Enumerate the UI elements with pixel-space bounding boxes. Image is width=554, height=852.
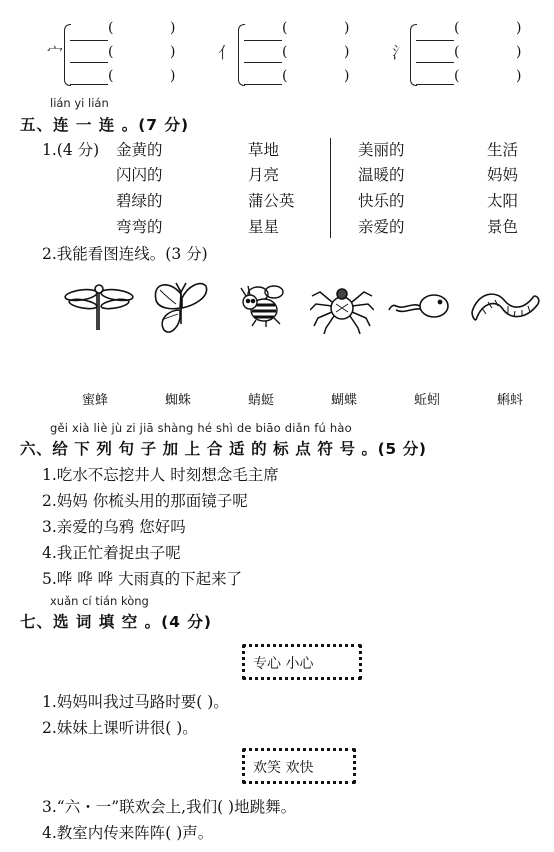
section7-pinyin: xuǎn cí tián kòng bbox=[50, 594, 149, 608]
section6-pinyin: gěi xià liè jù zi jiā shàng hé shì de biāo diǎn fú hào bbox=[50, 421, 352, 435]
blank-line[interactable] bbox=[416, 40, 454, 41]
match-word[interactable]: 快乐的 bbox=[358, 192, 405, 210]
earthworm-icon[interactable] bbox=[468, 286, 540, 328]
sentence[interactable]: 4.我正忙着捉虫子呢 bbox=[42, 544, 181, 562]
sentence[interactable]: 2.妈妈 你梳头用的那面镜子呢 bbox=[42, 492, 248, 510]
blank-line[interactable] bbox=[416, 84, 454, 85]
tadpole-icon[interactable] bbox=[388, 284, 454, 328]
match-word[interactable]: 温暖的 bbox=[358, 166, 405, 184]
paren-open: ( bbox=[454, 68, 460, 84]
match-word[interactable]: 碧绿的 bbox=[116, 192, 163, 210]
paren-open: ( bbox=[282, 68, 288, 84]
paren-open: ( bbox=[454, 44, 460, 60]
fill-question[interactable]: 1.妈妈叫我过马路时要( )。 bbox=[42, 693, 229, 711]
paren-close: ) bbox=[344, 20, 350, 36]
radical-char: 氵 bbox=[392, 43, 409, 62]
blank-line[interactable] bbox=[244, 62, 282, 63]
fill-question[interactable]: 4.教室内传来阵阵( )声。 bbox=[42, 824, 214, 842]
word-box-text: 专心 小心 bbox=[253, 656, 314, 672]
blank-line[interactable] bbox=[70, 62, 108, 63]
match-word[interactable]: 妈妈 bbox=[487, 166, 519, 184]
dragonfly-icon[interactable] bbox=[64, 280, 134, 332]
paren-close: ) bbox=[170, 44, 176, 60]
brace bbox=[238, 24, 245, 86]
fill-question[interactable]: 3.“六・一”联欢会上,我们( )地跳舞。 bbox=[42, 798, 297, 816]
blank-line[interactable] bbox=[244, 40, 282, 41]
animal-name[interactable]: 蜜蜂 bbox=[82, 393, 109, 408]
q2-label: 2.我能看图连线。(3 分) bbox=[42, 245, 208, 263]
match-word[interactable]: 金黄的 bbox=[116, 141, 163, 159]
animal-name[interactable]: 蚯蚓 bbox=[414, 393, 441, 408]
blank-line[interactable] bbox=[244, 84, 282, 85]
radical-char: 亻 bbox=[218, 43, 235, 62]
q1-label: 1.(4 分) bbox=[42, 141, 100, 159]
paren-open: ( bbox=[108, 20, 114, 36]
blank-line[interactable] bbox=[70, 84, 108, 85]
match-word[interactable]: 星星 bbox=[248, 218, 280, 236]
match-word[interactable]: 闪闪的 bbox=[116, 166, 163, 184]
section5-pinyin: lián yi lián bbox=[50, 96, 109, 110]
match-word[interactable]: 太阳 bbox=[487, 192, 519, 210]
paren-open: ( bbox=[108, 68, 114, 84]
paren-open: ( bbox=[454, 20, 460, 36]
section5-title: 五、连 一 连 。(7 分) bbox=[20, 116, 190, 134]
sentence[interactable]: 1.吃水不忘挖井人 时刻想念毛主席 bbox=[42, 466, 279, 484]
paren-close: ) bbox=[170, 68, 176, 84]
animal-name[interactable]: 蜻蜓 bbox=[248, 393, 275, 408]
paren-open: ( bbox=[282, 20, 288, 36]
section6-title: 六、给 下 列 句 子 加 上 合 适 的 标 点 符 号 。(5 分) bbox=[20, 440, 427, 458]
brace bbox=[410, 24, 417, 86]
sentence[interactable]: 3.亲爱的乌鸦 您好吗 bbox=[42, 518, 186, 536]
word-box-2 bbox=[242, 748, 356, 784]
paren-close: ) bbox=[344, 44, 350, 60]
word-box-text: 欢笑 欢快 bbox=[253, 760, 314, 776]
paren-open: ( bbox=[282, 44, 288, 60]
match-word[interactable]: 亲爱的 bbox=[358, 218, 405, 236]
butterfly-icon[interactable] bbox=[150, 280, 212, 336]
radical-char: 宀 bbox=[47, 43, 64, 62]
bee-icon[interactable] bbox=[236, 280, 292, 328]
match-word[interactable]: 美丽的 bbox=[358, 141, 405, 159]
section7-title: 七、选 词 填 空 。(4 分) bbox=[20, 613, 212, 631]
match-word[interactable]: 生活 bbox=[487, 141, 519, 159]
match-word[interactable]: 月亮 bbox=[248, 166, 280, 184]
blank-line[interactable] bbox=[70, 40, 108, 41]
paren-open: ( bbox=[108, 44, 114, 60]
match-word[interactable]: 景色 bbox=[487, 218, 519, 236]
paren-close: ) bbox=[344, 68, 350, 84]
animal-name[interactable]: 蝌蚪 bbox=[497, 393, 524, 408]
column-divider bbox=[330, 138, 331, 238]
match-word[interactable]: 蒲公英 bbox=[248, 192, 295, 210]
paren-close: ) bbox=[516, 20, 522, 36]
animal-name[interactable]: 蝴蝶 bbox=[331, 393, 358, 408]
brace bbox=[64, 24, 71, 86]
match-word[interactable]: 草地 bbox=[248, 141, 280, 159]
word-box-1 bbox=[242, 644, 362, 680]
blank-line[interactable] bbox=[416, 62, 454, 63]
animal-name[interactable]: 蜘蛛 bbox=[165, 393, 192, 408]
paren-close: ) bbox=[516, 44, 522, 60]
fill-question[interactable]: 2.妹妹上课听讲很( )。 bbox=[42, 719, 198, 737]
spider-icon[interactable] bbox=[310, 280, 374, 334]
paren-close: ) bbox=[170, 20, 176, 36]
match-word[interactable]: 弯弯的 bbox=[116, 218, 163, 236]
sentence[interactable]: 5.哗 哗 哗 大雨真的下起来了 bbox=[42, 570, 243, 588]
paren-close: ) bbox=[516, 68, 522, 84]
